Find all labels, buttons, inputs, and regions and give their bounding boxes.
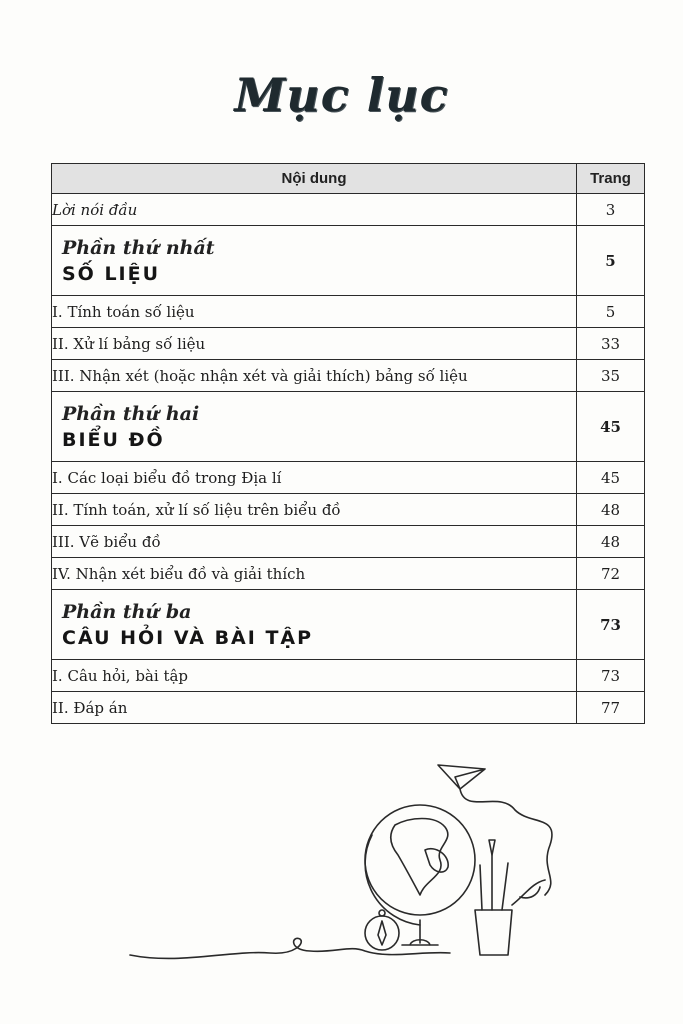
item-page: 35 xyxy=(577,360,645,392)
item-label: I. Tính toán số liệu xyxy=(52,296,577,328)
intro-label: Lời nói đầu xyxy=(52,194,577,226)
part-row xyxy=(52,392,645,462)
part-label: Phần thứ nhất xyxy=(62,236,215,259)
table-row xyxy=(52,660,645,692)
item-label: II. Xử lí bảng số liệu xyxy=(52,328,577,360)
table-row xyxy=(52,558,645,590)
item-label: III. Nhận xét (hoặc nhận xét và giải thích) bảng số liệu xyxy=(52,360,577,392)
item-label: II. Tính toán, xử lí số liệu trên biểu đồ xyxy=(52,494,577,526)
part-row xyxy=(52,226,645,296)
paper-plane-icon xyxy=(438,765,485,789)
table-header-row xyxy=(52,164,645,194)
table-row xyxy=(52,692,645,724)
ground-line xyxy=(130,938,450,958)
table-row xyxy=(52,194,645,226)
item-label: I. Các loại biểu đồ trong Địa lí xyxy=(52,462,577,494)
part-label: Phần thứ hai xyxy=(62,402,200,425)
table-row xyxy=(52,462,645,494)
table-row xyxy=(52,494,645,526)
table-row xyxy=(52,360,645,392)
pencil-cup-icon xyxy=(475,840,545,955)
table-row xyxy=(52,526,645,558)
part-title: BIỂU ĐỒ xyxy=(62,428,165,451)
item-label: III. Vẽ biểu đồ xyxy=(52,526,577,558)
item-page: 45 xyxy=(577,462,645,494)
item-page: 73 xyxy=(577,660,645,692)
header-page: Trang xyxy=(577,164,645,194)
item-page: 77 xyxy=(577,692,645,724)
part-label: Phần thứ ba xyxy=(62,600,192,623)
globe-illustration xyxy=(120,755,570,970)
intro-page: 3 xyxy=(577,194,645,226)
item-page: 33 xyxy=(577,328,645,360)
header-content: Nội dung xyxy=(52,164,577,194)
part-page: 45 xyxy=(577,392,645,462)
item-page: 72 xyxy=(577,558,645,590)
table-row xyxy=(52,328,645,360)
item-label: IV. Nhận xét biểu đồ và giải thích xyxy=(52,558,577,590)
part-row xyxy=(52,590,645,660)
item-page: 48 xyxy=(577,494,645,526)
item-page: 5 xyxy=(577,296,645,328)
toc-table xyxy=(51,163,645,724)
part-title: CÂU HỎI VÀ BÀI TẬP xyxy=(62,626,314,649)
item-page: 48 xyxy=(577,526,645,558)
table-row xyxy=(52,296,645,328)
item-label: I. Câu hỏi, bài tập xyxy=(52,660,577,692)
page-title: Mục lục xyxy=(234,68,449,122)
item-label: II. Đáp án xyxy=(52,692,577,724)
part-page: 73 xyxy=(577,590,645,660)
part-title: SỐ LIỆU xyxy=(62,262,161,285)
part-page: 5 xyxy=(577,226,645,296)
